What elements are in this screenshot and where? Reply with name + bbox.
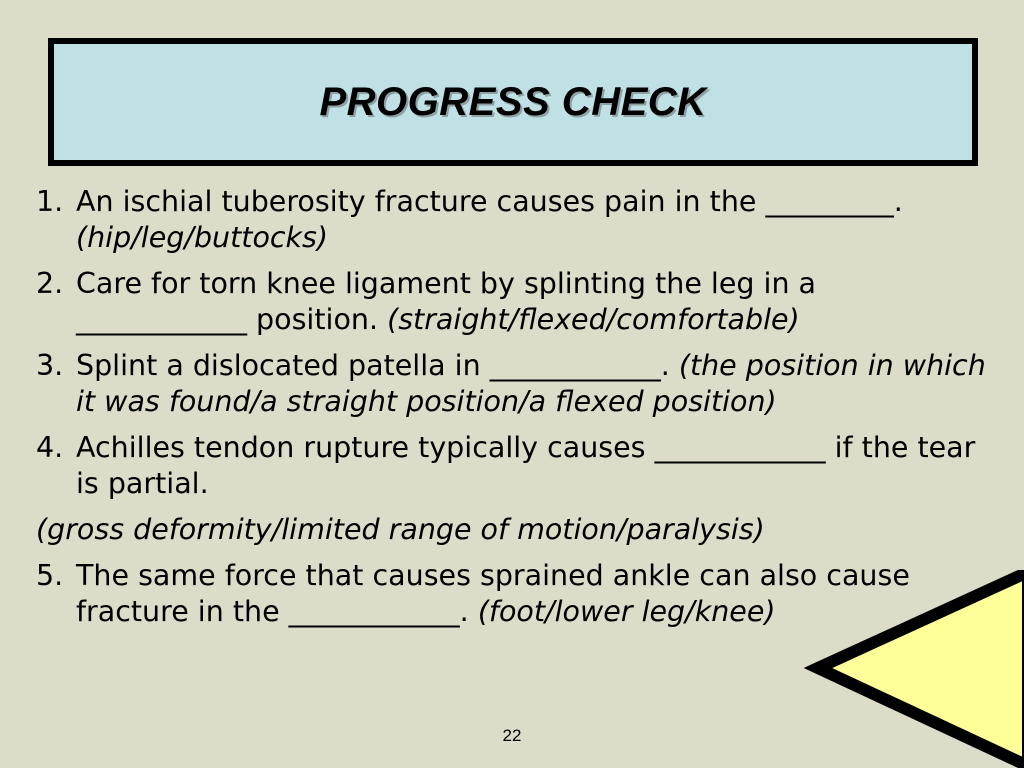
question-item-4 [36,430,996,502]
question-number: 5. [36,559,64,592]
triangle-shape [818,572,1024,766]
question-number: 2. [36,267,64,300]
question-options: (hip/leg/buttocks) [76,221,329,254]
navigation-triangle-icon [800,570,1024,768]
question-item-3 [36,348,996,420]
question-options: (the position in which it was found/a straight position/a flexed position) [76,349,986,418]
question-number: 1. [36,185,64,218]
question-text: Splint a dislocated patella in ____________. [76,349,679,382]
slide-title: PROGRESS CHECK [319,79,707,124]
title-box [48,38,978,166]
question-text: An ischial tuberosity fracture causes pain in the _________. [76,185,903,218]
question-text: Achilles tendon rupture typically causes ____________ if the tear is partial. [76,431,976,500]
question-item-1 [36,184,996,256]
question-item-2 [36,266,996,338]
question-number: 4. [36,431,64,464]
question-text: The same force that causes sprained ankle can also cause fracture in the ____________. [76,559,910,628]
question-text: Care for torn knee ligament by splinting the leg in a ____________ position. [76,267,817,336]
question-number: 3. [36,349,64,382]
question-options: (straight/flexed/comfortable) [387,303,800,336]
question-4-options: (gross deformity/limited range of motion/paralysis) [36,513,765,546]
page-number: 22 [502,726,522,745]
question-options: (foot/lower leg/knee) [477,595,776,628]
